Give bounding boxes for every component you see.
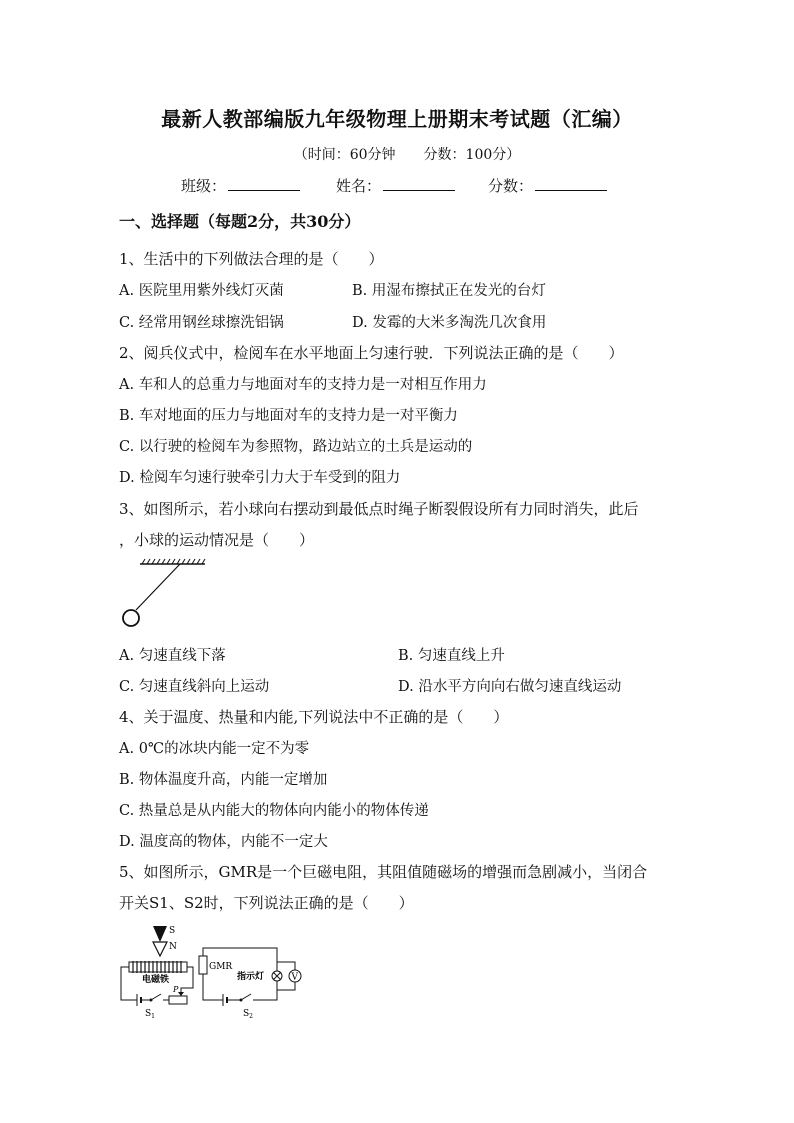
class-blank <box>228 176 300 191</box>
option-text: D. 检阅车匀速行驶牵引力大于车受到的阻力 <box>119 470 401 486</box>
name-label: 姓名： <box>336 177 382 195</box>
s2-subscript: 2 <box>249 1013 253 1020</box>
switch-s1-pivot <box>150 999 153 1002</box>
question-1-stem: 1、生活中的下列做法合理的是（ ） <box>119 250 384 268</box>
question-1-option-b <box>352 279 546 300</box>
switch-s2-pivot <box>240 999 243 1002</box>
question-3-stem-line2: ，小球的运动情况是（ ） <box>119 531 315 549</box>
option-text: D. 沿水平方向向右做匀速直线运动 <box>398 679 622 695</box>
pendulum-string <box>136 564 180 610</box>
question-3-option-a <box>119 644 226 665</box>
gmr-resistor <box>199 956 207 974</box>
question-3-stem-line1: 3、如图所示，若小球向右摆动到最低点时绳子断裂假设所有力同时消失，此后 <box>119 500 639 518</box>
question-2-stem: 2、阅兵仪式中，检阅车在水平地面上匀速行驶．下列说法正确的是（ ） <box>119 344 624 362</box>
question-1-option-d <box>352 311 546 332</box>
p-label: P <box>173 985 179 994</box>
rheostat-slider <box>178 992 184 996</box>
right-circuit-wire <box>253 980 277 1000</box>
magnet-n-label: N <box>169 942 177 952</box>
pendulum-figure <box>115 558 215 630</box>
section-heading: 一、选择题（每题2分，共30分） <box>119 212 361 231</box>
question-4-option-b <box>119 768 327 789</box>
pendulum-ball <box>123 610 139 626</box>
question-4-option-c <box>119 799 429 820</box>
lamp-label: 指示灯 <box>237 972 265 982</box>
score-blank <box>535 176 607 191</box>
question-5-stem-line1: 5、如图所示，GMR是一个巨磁电阻，其阻值随磁场的增强而急剧减小，当闭合 <box>119 863 648 881</box>
question-4-option-d <box>119 830 328 851</box>
electromagnet-core <box>129 962 187 972</box>
rheostat <box>169 996 187 1004</box>
score-label: 分数： <box>488 177 534 195</box>
gmr-circuit-figure <box>115 922 310 1022</box>
question-2-option-d <box>119 466 400 487</box>
option-text: B. 物体温度升高，内能一定增加 <box>119 772 328 788</box>
question-3-option-c <box>119 675 269 696</box>
s1-letter: S <box>145 1009 152 1019</box>
name-blank <box>383 176 455 191</box>
page-title: 最新人教部编版九年级物理上册期末考试题（汇编） <box>161 107 633 131</box>
electromagnet-label: 电磁铁 <box>142 975 170 985</box>
question-2-option-c <box>119 435 472 456</box>
question-5-stem-line2: 开关S1、S2时，下列说法正确的是（ ） <box>119 894 414 912</box>
option-text: B. 匀速直线上升 <box>398 648 505 664</box>
s1-label <box>145 1009 155 1020</box>
magnet-s-label: S <box>169 926 176 936</box>
voltmeter-wire <box>277 982 295 990</box>
magnet-s-pole <box>153 926 167 942</box>
gmr-label: GMR <box>209 962 233 972</box>
option-text: A. 医院里用紫外线灯灭菌 <box>119 283 284 299</box>
score-field <box>488 175 607 196</box>
option-text: A. 车和人的总重力与地面对车的支持力是一对相互作用力 <box>119 377 487 393</box>
question-2-option-b <box>119 404 458 425</box>
question-3-option-d <box>398 675 621 696</box>
option-text: B. 车对地面的压力与地面对车的支持力是一对平衡力 <box>119 408 458 424</box>
option-text: D. 温度高的物体，内能不一定大 <box>119 834 328 850</box>
option-text: B. 用湿布擦拭正在发光的台灯 <box>352 283 546 299</box>
question-1-option-a <box>119 279 284 300</box>
option-text: C. 热量总是从内能大的物体向内能小的物体传递 <box>119 803 429 819</box>
option-text: C. 匀速直线斜向上运动 <box>119 679 270 695</box>
s1-subscript: 1 <box>151 1013 155 1020</box>
name-field <box>336 175 455 196</box>
option-text: A. 0℃的冰块内能一定不为零 <box>119 741 310 757</box>
switch-s1 <box>151 994 161 1000</box>
magnet-n-pole <box>153 942 167 956</box>
exam-time-score: （时间：60分钟 分数：100分） <box>293 147 521 163</box>
option-text: C. 以行驶的检阅车为参照物，路边站立的土兵是运动的 <box>119 439 473 455</box>
switch-s2 <box>241 994 251 1000</box>
question-4-option-a <box>119 737 309 758</box>
s2-label <box>243 1009 253 1020</box>
question-2-option-a <box>119 373 487 394</box>
s2-letter: S <box>243 1009 250 1019</box>
option-text: C. 经常用钢丝球擦洗铝锅 <box>119 315 284 331</box>
class-field <box>181 175 300 196</box>
option-text: A. 匀速直线下落 <box>119 648 226 664</box>
question-1-option-c <box>119 311 284 332</box>
class-label: 班级： <box>181 177 227 195</box>
voltmeter-wire <box>277 962 295 970</box>
voltmeter-label: V <box>291 972 298 983</box>
question-3-option-b <box>398 644 505 665</box>
question-4-stem: 4、关于温度、热量和内能,下列说法中不正确的是（ ） <box>119 708 509 726</box>
right-circuit-wire <box>203 974 223 1000</box>
option-text: D. 发霉的大米多淘洗几次食用 <box>352 315 547 331</box>
